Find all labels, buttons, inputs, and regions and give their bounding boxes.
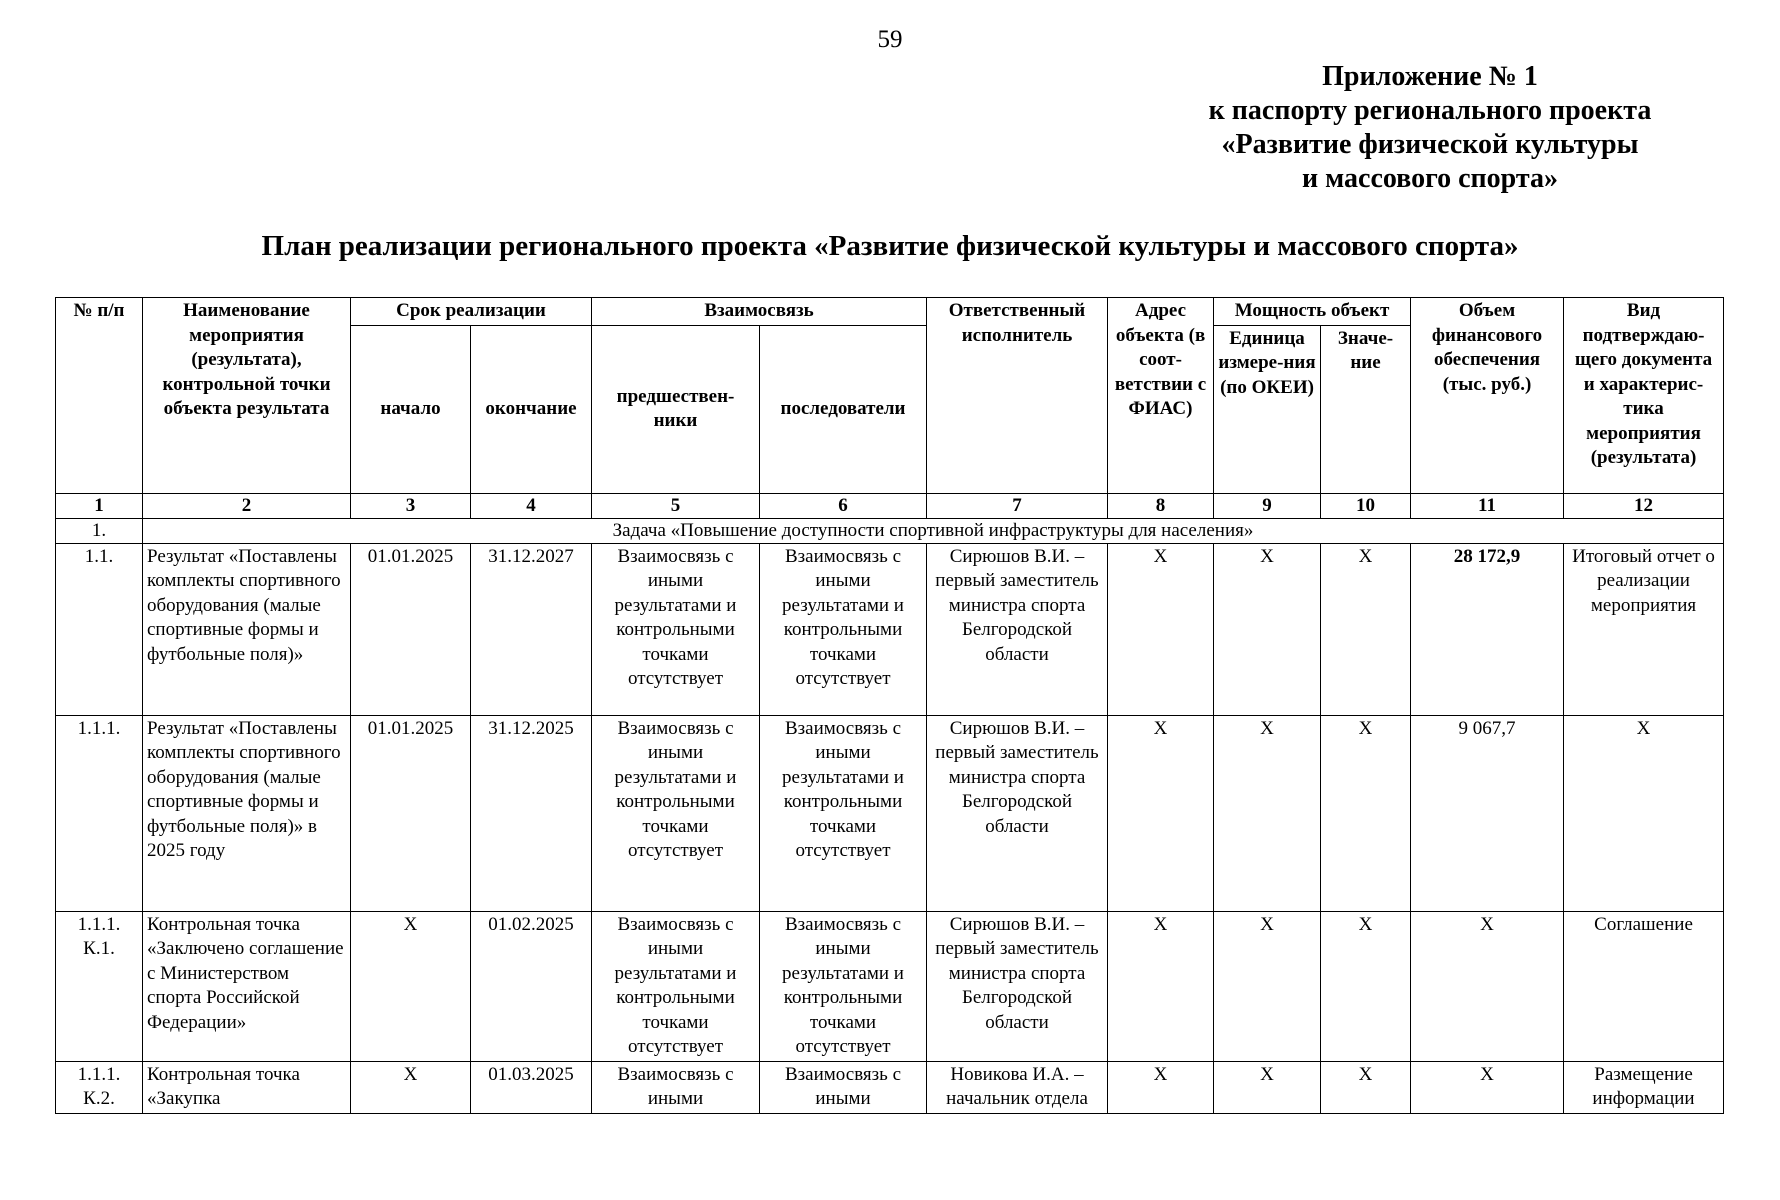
column-number: 9 xyxy=(1214,493,1321,518)
column-number: 1 xyxy=(56,493,143,518)
header-responsible: Ответственный исполнитель xyxy=(927,298,1108,494)
row-end: 31.12.2027 xyxy=(471,543,592,715)
row-successors: Взаимосвязь с иными результатами и контрольными точками отсутствует xyxy=(760,715,927,911)
plan-table xyxy=(55,297,1724,1114)
row-predecessors: Взаимосвязь с иными xyxy=(592,1061,760,1113)
row-address: X xyxy=(1108,911,1214,1061)
task-num: 1. xyxy=(56,518,143,543)
appendix-line-1: Приложение № 1 xyxy=(1322,61,1538,92)
column-number: 4 xyxy=(471,493,592,518)
column-number: 8 xyxy=(1108,493,1214,518)
header-unit: Единица измере-ния (по ОКЕИ) xyxy=(1214,325,1321,493)
task-row xyxy=(56,518,1724,543)
row-start: 01.01.2025 xyxy=(351,715,471,911)
row-funding: X xyxy=(1411,911,1564,1061)
header-successors: последователи xyxy=(760,325,927,493)
column-number: 12 xyxy=(1564,493,1724,518)
row-predecessors: Взаимосвязь с иными результатами и контрольными точками отсутствует xyxy=(592,911,760,1061)
row-start: 01.01.2025 xyxy=(351,543,471,715)
row-doc: Соглашение xyxy=(1564,911,1724,1061)
row-unit: X xyxy=(1214,1061,1321,1113)
row-successors: Взаимосвязь с иными xyxy=(760,1061,927,1113)
row-name: Результат «Поставлены комплекты спортивного оборудования (малые спортивные формы и футбольные поля)» xyxy=(143,543,351,715)
row-address: X xyxy=(1108,543,1214,715)
row-name: Контрольная точка «Заключено соглашение с Министерством спорта Российской Федерации» xyxy=(143,911,351,1061)
row-responsible: Новикова И.А. – начальник отдела xyxy=(927,1061,1108,1113)
table-row xyxy=(56,715,1724,911)
page-number: 59 xyxy=(877,26,903,53)
row-end: 01.03.2025 xyxy=(471,1061,592,1113)
row-funding: 28 172,9 xyxy=(1411,543,1564,715)
header-predecessors: предшествен-ники xyxy=(592,325,760,493)
row-doc: X xyxy=(1564,715,1724,911)
row-unit: X xyxy=(1214,715,1321,911)
header-funding: Объем финансового обеспечения (тыс. руб.) xyxy=(1411,298,1564,494)
row-num: 1.1.1. xyxy=(56,715,143,911)
table-row xyxy=(56,911,1724,1061)
row-address: X xyxy=(1108,715,1214,911)
row-name: Контрольная точка «Закупка xyxy=(143,1061,351,1113)
appendix-line-4: и массового спорта» xyxy=(1302,163,1558,194)
header-name: Наименование мероприятия (результата), контрольной точки объекта результата xyxy=(143,298,351,494)
column-numbers-row xyxy=(56,493,1724,518)
row-successors: Взаимосвязь с иными результатами и контрольными точками отсутствует xyxy=(760,543,927,715)
row-value: X xyxy=(1321,911,1411,1061)
row-value: X xyxy=(1321,1061,1411,1113)
appendix-line-3: «Развитие физической культуры xyxy=(1221,129,1639,160)
task-text: Задача «Повышение доступности спортивной инфраструктуры для населения» xyxy=(143,518,1724,543)
header-row-1 xyxy=(56,298,1724,326)
row-responsible: Сирюшов В.И. – первый заместитель министра спорта Белгородской области xyxy=(927,715,1108,911)
row-doc: Размещение информации xyxy=(1564,1061,1724,1113)
header-period: Срок реализации xyxy=(351,298,592,326)
header-num: № п/п xyxy=(56,298,143,494)
header-capacity: Мощность объект xyxy=(1214,298,1411,326)
row-funding: X xyxy=(1411,1061,1564,1113)
column-number: 7 xyxy=(927,493,1108,518)
column-number: 6 xyxy=(760,493,927,518)
row-start: X xyxy=(351,911,471,1061)
row-funding: 9 067,7 xyxy=(1411,715,1564,911)
row-start: X xyxy=(351,1061,471,1113)
row-num: 1.1.1. К.2. xyxy=(56,1061,143,1113)
appendix-line-2: к паспорту регионального проекта xyxy=(1208,95,1652,126)
header-address: Адрес объекта (в соот-ветствии с ФИАС) xyxy=(1108,298,1214,494)
row-value: X xyxy=(1321,715,1411,911)
row-predecessors: Взаимосвязь с иными результатами и контрольными точками отсутствует xyxy=(592,715,760,911)
row-responsible: Сирюшов В.И. – первый заместитель министра спорта Белгородской области xyxy=(927,911,1108,1061)
row-num: 1.1.1. К.1. xyxy=(56,911,143,1061)
row-unit: X xyxy=(1214,543,1321,715)
column-number: 2 xyxy=(143,493,351,518)
row-end: 01.02.2025 xyxy=(471,911,592,1061)
row-predecessors: Взаимосвязь с иными результатами и контрольными точками отсутствует xyxy=(592,543,760,715)
row-doc: Итоговый отчет о реализации мероприятия xyxy=(1564,543,1724,715)
header-value: Значе-ние xyxy=(1321,325,1411,493)
column-number: 5 xyxy=(592,493,760,518)
header-start: начало xyxy=(351,325,471,493)
row-end: 31.12.2025 xyxy=(471,715,592,911)
row-unit: X xyxy=(1214,911,1321,1061)
header-doc-type: Вид подтверждаю-щего документа и характерис-тика мероприятия (результата) xyxy=(1564,298,1724,494)
table-row xyxy=(56,1061,1724,1113)
column-number: 11 xyxy=(1411,493,1564,518)
header-end: окончание xyxy=(471,325,592,493)
row-responsible: Сирюшов В.И. – первый заместитель министра спорта Белгородской области xyxy=(927,543,1108,715)
appendix-heading xyxy=(1150,60,1710,196)
row-value: X xyxy=(1321,543,1411,715)
header-relation: Взаимосвязь xyxy=(592,298,927,326)
row-num: 1.1. xyxy=(56,543,143,715)
column-number: 10 xyxy=(1321,493,1411,518)
column-number: 3 xyxy=(351,493,471,518)
table-row xyxy=(56,543,1724,715)
row-name: Результат «Поставлены комплекты спортивного оборудования (малые спортивные формы и футбольные поля)» в 2025 году xyxy=(143,715,351,911)
row-address: X xyxy=(1108,1061,1214,1113)
row-successors: Взаимосвязь с иными результатами и контрольными точками отсутствует xyxy=(760,911,927,1061)
plan-title: План реализации регионального проекта «Развитие физической культуры и массового спорта» xyxy=(261,230,1519,262)
